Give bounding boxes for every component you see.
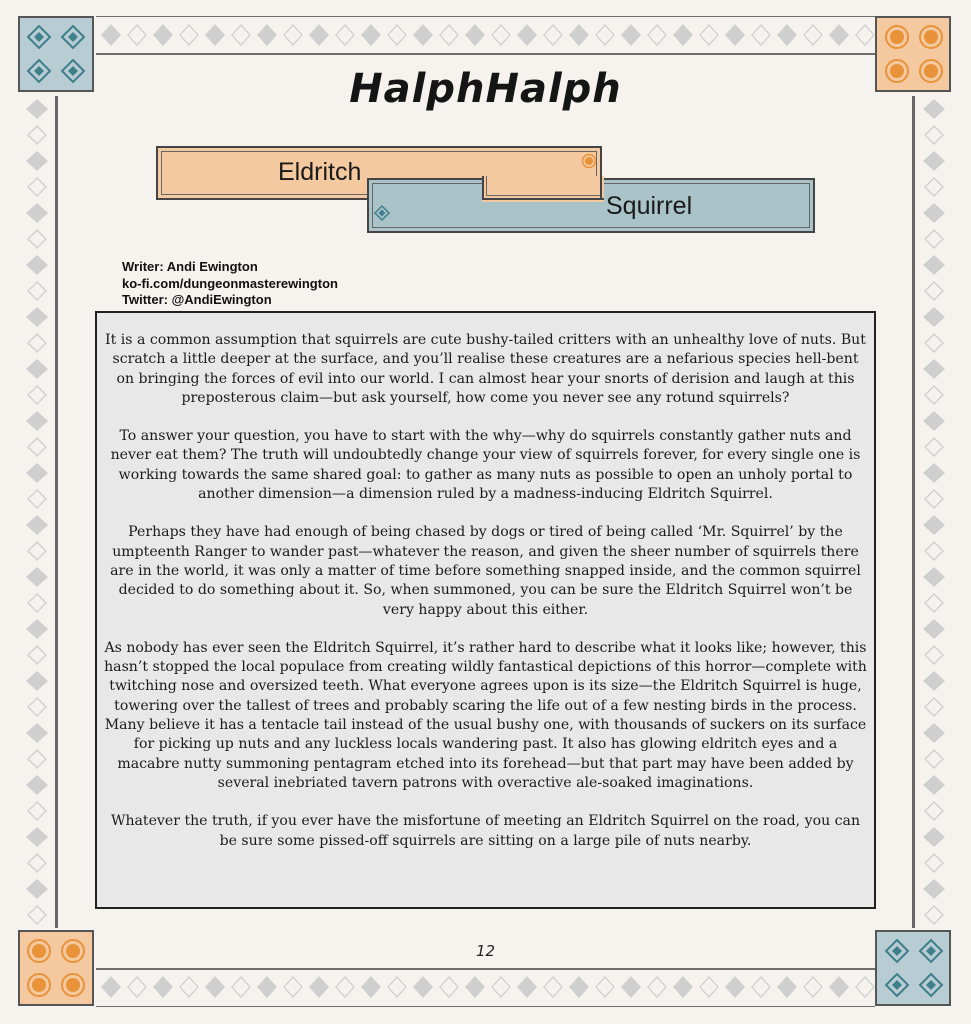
- paragraph: As nobody has ever seen the Eldritch Squirrel, it’s rather hard to describe what it looks like; however, this hasn’t stopped the local populace from creating wildly fantastical depictions of this horror—complete with twitching nose and oversized teeth. What everyone agrees upon is its size—the Eldritch Squirrel is huge, towering over the tallest of trees and probably scaring the life out of a few nesting birds in the process. Many believe it has a tentacle tail instead of the usual bushy one, with thousands of suckers on its surface for picking up nuts and any luckless locals wandering past. It also has glowing eldritch eyes and a macabre nutty summoning pentagram etched into its forehead—but that part may have been added by several inebriated tavern patrons with overactive ale-soaked imaginations.: [104, 639, 867, 791]
- border-pattern-top: [96, 20, 875, 50]
- border-pattern-right: [919, 96, 949, 928]
- frame-bottom-outer-line: [96, 1006, 875, 1007]
- title-word-squirrel: Squirrel: [606, 192, 693, 220]
- paragraph: Whatever the truth, if you ever have the misfortune of meeting an Eldritch Squirrel on the road, you can be sure some pissed-off squirrels are sitting on a large pile of nuts nearby.: [110, 813, 861, 849]
- writer-credit: Writer: Andi Ewington: [122, 259, 258, 274]
- border-pattern-bottom: [96, 972, 875, 1002]
- paragraph: It is a common assumption that squirrels are cute bushy-tailed critters with an unhealthy love of nuts. But scratch a little deeper at the surface, and you’ll realise these creatures are a nefarious species hell-bent on bringing the forces of evil into our world. I can almost hear your snorts of derision and laugh at this preposterous claim—but ask yourself, how come you never see any rotund squirrels?: [105, 332, 866, 406]
- paragraph: To answer your question, you have to start with the why—why do squirrels constantly gather nuts and never eat them? The truth will undoubtedly change your view of squirrels forever, for every single one is working towards the same shared goal: to gather as many nuts as possible to open an unholy portal to another dimension—a dimension ruled by a madness-inducing Eldritch Squirrel.: [110, 428, 861, 503]
- frame-right-line: [912, 96, 915, 928]
- frame-left-line: [55, 96, 58, 928]
- frame-top-inner-line: [96, 53, 875, 55]
- website-link[interactable]: ko-fi.com/dungeonmasterewington: [122, 275, 338, 291]
- circle-icon: [580, 152, 598, 170]
- book-title: HalphHalph: [349, 66, 622, 112]
- frame-bottom-inner-line: [96, 968, 875, 970]
- credits: [122, 259, 338, 309]
- twitter-handle[interactable]: Twitter: @AndiEwington: [122, 292, 272, 307]
- frame-top-outer-line: [96, 16, 875, 17]
- title-word-eldritch: Eldritch: [278, 158, 362, 186]
- border-pattern-left: [22, 96, 52, 928]
- banner-overlap: [482, 176, 604, 202]
- article-box: [95, 311, 876, 909]
- page-number: 12: [475, 942, 496, 960]
- paragraph: Perhaps they have had enough of being chased by dogs or tired of being called ‘Mr. Squirrel’ by the umpteenth Ranger to wander past—whatever the reason, and given the sheer number of squirrels there are in the world, it was only a matter of time before something snapped inside, and the common squirrel decided to do something about it. So, when summoned, you can be sure the Eldritch Squirrel won’t be very happy about this either.: [110, 524, 861, 618]
- diamond-icon: [373, 204, 391, 222]
